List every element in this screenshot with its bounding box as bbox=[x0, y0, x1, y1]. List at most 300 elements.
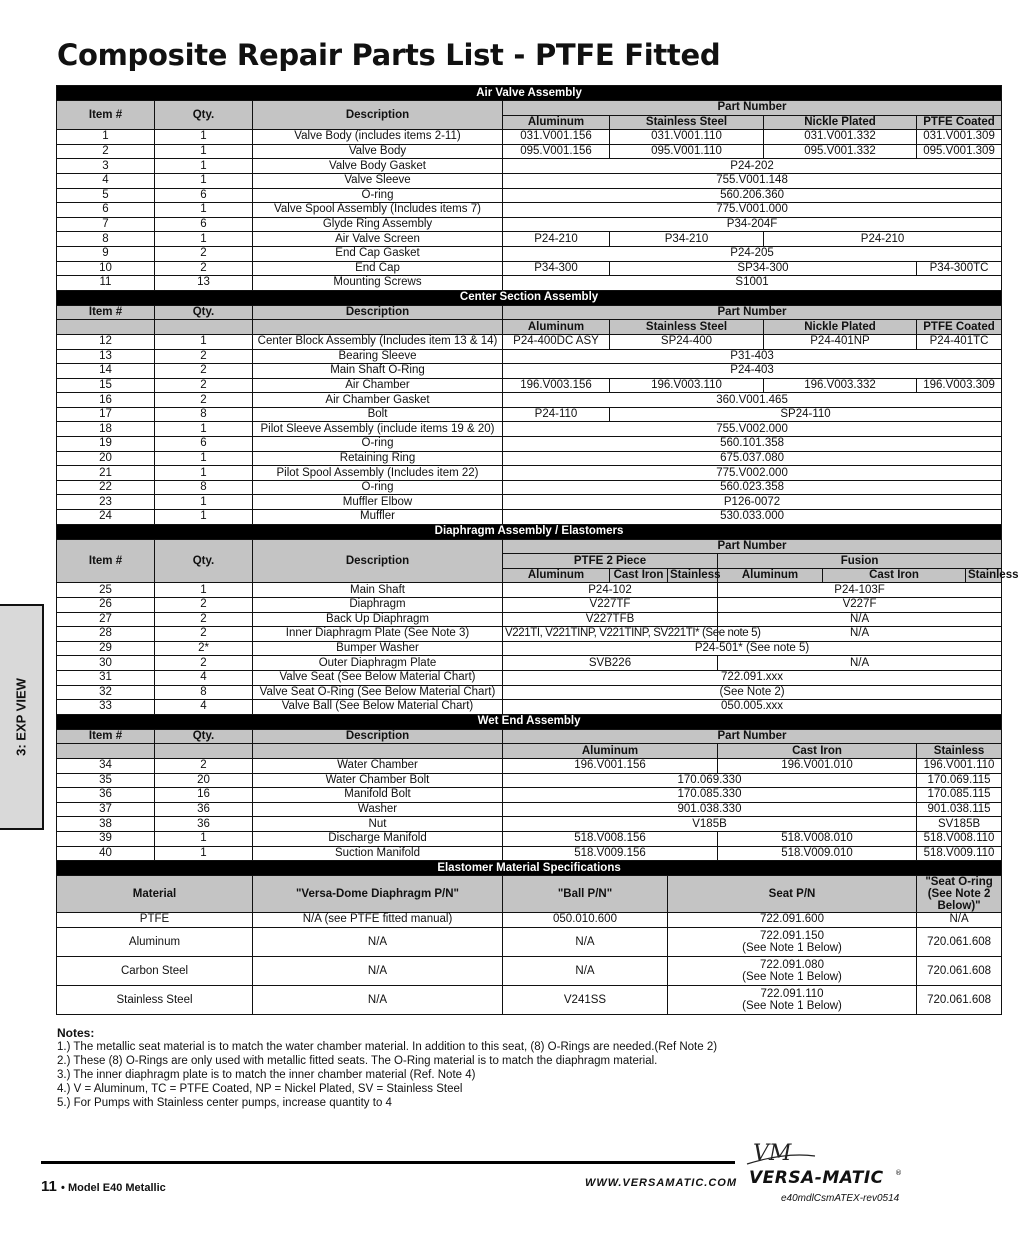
table-row bbox=[57, 188, 1002, 203]
column-header: Item # bbox=[57, 539, 155, 583]
table-cell: 11 bbox=[57, 276, 155, 291]
part-number: P24-202 bbox=[503, 159, 1002, 174]
table-cell: 17 bbox=[57, 407, 155, 422]
table-row bbox=[57, 495, 1002, 510]
table-row bbox=[57, 203, 1002, 218]
column-header: Description bbox=[253, 729, 503, 744]
part-description: Air Chamber Gasket bbox=[253, 393, 503, 408]
part-number: 518.V008.010 bbox=[718, 831, 917, 846]
column-header bbox=[253, 744, 503, 759]
part-number: 901.038.330 bbox=[503, 802, 917, 817]
column-header: Aluminum bbox=[503, 744, 718, 759]
note-item: 1.) The metallic seat material is to match the water chamber material. In addition to this seat, (8) O-Rings are needed.(Ref Note 2) bbox=[57, 1041, 718, 1053]
part-number: V227TFB bbox=[503, 612, 718, 627]
part-number: 031.V001.332 bbox=[764, 130, 917, 145]
part-number: P24-501* (See note 5) bbox=[503, 641, 1002, 656]
section-title: Elastomer Material Specifications bbox=[57, 861, 1002, 876]
seat-part-number bbox=[668, 985, 917, 1014]
table-cell: 1 bbox=[155, 422, 253, 437]
elastomer-row bbox=[57, 927, 1002, 956]
model-name: • Model E40 Metallic bbox=[61, 1182, 166, 1194]
part-number: P24-102 bbox=[503, 583, 718, 598]
seat-number: 722.091.110 bbox=[760, 987, 824, 1000]
part-number: N/A bbox=[503, 927, 668, 956]
column-header: Nickle Plated bbox=[764, 115, 917, 130]
material-name: Aluminum bbox=[57, 927, 253, 956]
part-description: Suction Manifold bbox=[253, 846, 503, 861]
table-cell: 15 bbox=[57, 378, 155, 393]
column-header: "Seat O-ring (See Note 2 Below)" bbox=[917, 876, 1002, 913]
table-cell: 32 bbox=[57, 685, 155, 700]
part-number: 196.V003.156 bbox=[503, 378, 610, 393]
column-header: Description bbox=[253, 539, 503, 583]
table-cell: 18 bbox=[57, 422, 155, 437]
parts-tables bbox=[56, 85, 1019, 1015]
part-description: Water Chamber bbox=[253, 758, 503, 773]
seat-number: 722.091.080 bbox=[760, 958, 824, 971]
table-cell: 1 bbox=[155, 130, 253, 145]
part-number: 031.V001.156 bbox=[503, 130, 610, 145]
part-number: P31-403 bbox=[503, 349, 1002, 364]
part-description: Glyde Ring Assembly bbox=[253, 217, 503, 232]
table-cell: 1 bbox=[155, 173, 253, 188]
material-name: PTFE bbox=[57, 913, 253, 928]
column-header: Cast Iron bbox=[718, 744, 917, 759]
part-description: Bolt bbox=[253, 407, 503, 422]
part-number: 560.101.358 bbox=[503, 437, 1002, 452]
part-description: End Cap Gasket bbox=[253, 246, 503, 261]
column-header: Qty. bbox=[155, 101, 253, 130]
column-header: Seat P/N bbox=[668, 876, 917, 913]
table-row bbox=[57, 656, 1002, 671]
table-row bbox=[57, 130, 1002, 145]
part-description: Valve Body (includes items 2-11) bbox=[253, 130, 503, 145]
part-description: Back Up Diaphragm bbox=[253, 612, 503, 627]
column-header: Stainless bbox=[917, 744, 1002, 759]
table-cell: 6 bbox=[155, 188, 253, 203]
logo-mark: VM bbox=[753, 1141, 792, 1166]
diaphragm-header-row bbox=[57, 539, 1002, 554]
column-header: Qty. bbox=[155, 305, 253, 320]
table-cell: 20 bbox=[155, 773, 253, 788]
table-cell: 1 bbox=[155, 159, 253, 174]
table-cell: 21 bbox=[57, 466, 155, 481]
table-cell: 31 bbox=[57, 670, 155, 685]
table-row bbox=[57, 700, 1002, 715]
table-cell: 2 bbox=[155, 349, 253, 364]
elastomer-header-row bbox=[57, 876, 1002, 913]
versa-matic-logo bbox=[745, 1142, 905, 1187]
part-number: P24-205 bbox=[503, 246, 1002, 261]
column-header: Description bbox=[253, 101, 503, 130]
part-number: P34-300 bbox=[503, 261, 610, 276]
note-item: 2.) These (8) O-Rings are only used with metallic fitted seats. The O-Ring material is to match the diaphragm material. bbox=[57, 1055, 658, 1067]
part-number: S1001 bbox=[503, 276, 1002, 291]
parts-list-table bbox=[56, 85, 1019, 1015]
part-number: 518.V009.010 bbox=[718, 846, 917, 861]
elastomer-row bbox=[57, 985, 1002, 1014]
table-cell: 35 bbox=[57, 773, 155, 788]
table-row bbox=[57, 510, 1002, 525]
page-number: 11 bbox=[41, 1178, 57, 1195]
part-description: Air Valve Screen bbox=[253, 232, 503, 247]
table-row bbox=[57, 422, 1002, 437]
part-description: Valve Body bbox=[253, 144, 503, 159]
part-number: 722.091.xxx bbox=[503, 670, 1002, 685]
table-row bbox=[57, 670, 1002, 685]
table-row bbox=[57, 758, 1002, 773]
column-header: Item # bbox=[57, 101, 155, 130]
part-number: P34-300TC bbox=[917, 261, 1002, 276]
part-number: 720.061.608 bbox=[917, 985, 1002, 1014]
part-description: End Cap bbox=[253, 261, 503, 276]
table-row bbox=[57, 349, 1002, 364]
part-number: SVB226 bbox=[503, 656, 718, 671]
table-cell: 8 bbox=[155, 480, 253, 495]
table-cell: 20 bbox=[57, 451, 155, 466]
table-row bbox=[57, 364, 1002, 379]
column-header: Stainless Steel bbox=[610, 115, 764, 130]
table-cell: 2 bbox=[155, 612, 253, 627]
table-cell: 2 bbox=[155, 627, 253, 642]
table-row bbox=[57, 598, 1002, 613]
table-cell: 1 bbox=[155, 583, 253, 598]
table-cell: 1 bbox=[155, 451, 253, 466]
section-title: Diaphragm Assembly / Elastomers bbox=[57, 524, 1002, 539]
part-description: Valve Spool Assembly (Includes items 7) bbox=[253, 203, 503, 218]
table-cell: 2 bbox=[155, 598, 253, 613]
column-header: Aluminum bbox=[503, 320, 610, 335]
footer-page-info bbox=[41, 1178, 166, 1195]
table-cell: 36 bbox=[57, 788, 155, 803]
part-number: P24-110 bbox=[503, 407, 610, 422]
column-header: Qty. bbox=[155, 539, 253, 583]
table-cell: 6 bbox=[155, 437, 253, 452]
table-row bbox=[57, 276, 1002, 291]
part-number: N/A bbox=[917, 913, 1002, 928]
part-number: N/A bbox=[718, 656, 1002, 671]
part-description: Valve Body Gasket bbox=[253, 159, 503, 174]
part-number: N/A bbox=[718, 627, 1002, 642]
part-description: Pilot Sleeve Assembly (include items 19 & 20) bbox=[253, 422, 503, 437]
column-header: Item # bbox=[57, 729, 155, 744]
part-description: O-ring bbox=[253, 188, 503, 203]
column-header bbox=[57, 320, 155, 335]
part-number: P24-210 bbox=[503, 232, 610, 247]
column-header: Part Number bbox=[503, 729, 1002, 744]
table-row bbox=[57, 144, 1002, 159]
table-cell: 2 bbox=[155, 364, 253, 379]
table-cell: 16 bbox=[155, 788, 253, 803]
part-number: V241SS bbox=[503, 985, 668, 1014]
column-header: Part Number bbox=[503, 539, 1002, 554]
table-cell: 2 bbox=[155, 261, 253, 276]
table-cell: 14 bbox=[57, 364, 155, 379]
table-cell: 12 bbox=[57, 334, 155, 349]
table-cell: 13 bbox=[57, 349, 155, 364]
part-description: Retaining Ring bbox=[253, 451, 503, 466]
column-header: Part Number bbox=[503, 101, 1002, 116]
center-header-row bbox=[57, 305, 1002, 320]
part-number: 031.V001.110 bbox=[610, 130, 764, 145]
table-cell: 2* bbox=[155, 641, 253, 656]
part-number: 095.V001.156 bbox=[503, 144, 610, 159]
part-number: 170.085.115 bbox=[917, 788, 1002, 803]
table-row bbox=[57, 788, 1002, 803]
table-cell: 8 bbox=[57, 232, 155, 247]
part-number: V185B bbox=[503, 817, 917, 832]
website-link[interactable]: WWW.VERSAMATIC.COM bbox=[585, 1177, 738, 1189]
column-header: Stainless Steel bbox=[610, 320, 764, 335]
part-description: Manifold Bolt bbox=[253, 788, 503, 803]
table-cell: 26 bbox=[57, 598, 155, 613]
part-description: Center Block Assembly (Includes item 13 & 14) bbox=[253, 334, 503, 349]
part-number: V227F bbox=[718, 598, 1002, 613]
table-cell: 2 bbox=[57, 144, 155, 159]
table-cell: 33 bbox=[57, 700, 155, 715]
column-header bbox=[57, 744, 155, 759]
table-row bbox=[57, 480, 1002, 495]
table-cell: 1 bbox=[155, 510, 253, 525]
table-cell: 2 bbox=[155, 246, 253, 261]
page-title: Composite Repair Parts List - PTFE Fitted bbox=[57, 38, 721, 72]
table-row bbox=[57, 246, 1002, 261]
column-header: Description bbox=[253, 305, 503, 320]
part-number: 530.033.000 bbox=[503, 510, 1002, 525]
part-number: V227TF bbox=[503, 598, 718, 613]
part-description: Valve Sleeve bbox=[253, 173, 503, 188]
registered-mark: ® bbox=[895, 1169, 902, 1177]
column-header: Stainless bbox=[668, 568, 718, 583]
part-number: 560.206.360 bbox=[503, 188, 1002, 203]
part-number: N/A bbox=[253, 927, 503, 956]
part-number: 050.010.600 bbox=[503, 913, 668, 928]
table-cell: 16 bbox=[57, 393, 155, 408]
part-number: P24-103F bbox=[718, 583, 1002, 598]
table-cell: 37 bbox=[57, 802, 155, 817]
part-number: 196.V001.010 bbox=[718, 758, 917, 773]
part-number: 755.V001.148 bbox=[503, 173, 1002, 188]
table-row bbox=[57, 232, 1002, 247]
table-cell: 1 bbox=[155, 334, 253, 349]
table-row bbox=[57, 685, 1002, 700]
table-cell: 29 bbox=[57, 641, 155, 656]
part-number: P24-403 bbox=[503, 364, 1002, 379]
seat-note: (See Note 1 Below) bbox=[742, 970, 842, 983]
part-description: Outer Diaphragm Plate bbox=[253, 656, 503, 671]
table-cell: 19 bbox=[57, 437, 155, 452]
column-header: Aluminum bbox=[718, 568, 823, 583]
table-cell: 10 bbox=[57, 261, 155, 276]
table-row bbox=[57, 612, 1002, 627]
table-cell: 2 bbox=[155, 378, 253, 393]
table-cell: 6 bbox=[155, 217, 253, 232]
part-number: P34-204F bbox=[503, 217, 1002, 232]
note-item: 3.) The inner diaphragm plate is to match the inner chamber material (Ref. Note 4) bbox=[57, 1069, 476, 1081]
part-number: 196.V001.156 bbox=[503, 758, 718, 773]
part-description: Muffler Elbow bbox=[253, 495, 503, 510]
part-description: Main Shaft bbox=[253, 583, 503, 598]
part-number: 560.023.358 bbox=[503, 480, 1002, 495]
part-number: 720.061.608 bbox=[917, 927, 1002, 956]
seat-number: 722.091.150 bbox=[760, 929, 824, 942]
column-header: Cast Iron bbox=[610, 568, 668, 583]
table-row bbox=[57, 817, 1002, 832]
table-cell: 1 bbox=[155, 495, 253, 510]
part-number: 675.037.080 bbox=[503, 451, 1002, 466]
part-number: P126-0072 bbox=[503, 495, 1002, 510]
table-row bbox=[57, 217, 1002, 232]
table-cell: 4 bbox=[57, 173, 155, 188]
section-center bbox=[57, 290, 1002, 305]
table-row bbox=[57, 641, 1002, 656]
air-valve-header-row bbox=[57, 101, 1002, 116]
part-description: Mounting Screws bbox=[253, 276, 503, 291]
table-cell: 36 bbox=[155, 802, 253, 817]
table-cell: 28 bbox=[57, 627, 155, 642]
table-cell: 7 bbox=[57, 217, 155, 232]
part-number: 095.V001.309 bbox=[917, 144, 1002, 159]
part-number: 170.069.115 bbox=[917, 773, 1002, 788]
table-row bbox=[57, 173, 1002, 188]
seat-note: (See Note 1 Below) bbox=[742, 941, 842, 954]
table-cell: 8 bbox=[155, 407, 253, 422]
part-number: (See Note 2) bbox=[503, 685, 1002, 700]
table-cell: 8 bbox=[155, 685, 253, 700]
table-cell: 1 bbox=[155, 203, 253, 218]
part-description: Diaphragm bbox=[253, 598, 503, 613]
part-description: Bumper Washer bbox=[253, 641, 503, 656]
part-number: SP34-300 bbox=[610, 261, 917, 276]
table-row bbox=[57, 334, 1002, 349]
part-number: N/A bbox=[253, 985, 503, 1014]
table-row bbox=[57, 583, 1002, 598]
column-header: "Versa-Dome Diaphragm P/N" bbox=[253, 876, 503, 913]
part-number: 518.V009.110 bbox=[917, 846, 1002, 861]
table-cell: 4 bbox=[155, 700, 253, 715]
column-header: Part Number bbox=[503, 305, 1002, 320]
notes-section bbox=[57, 1026, 717, 1110]
table-row bbox=[57, 846, 1002, 861]
part-description: Air Chamber bbox=[253, 378, 503, 393]
notes-title: Notes: bbox=[57, 1026, 95, 1040]
logo-wordmark: VERSA-MATIC bbox=[749, 1168, 884, 1188]
table-row bbox=[57, 451, 1002, 466]
table-cell: 38 bbox=[57, 817, 155, 832]
column-header: Aluminum bbox=[503, 115, 610, 130]
table-cell: 1 bbox=[155, 144, 253, 159]
column-header: "Ball P/N" bbox=[503, 876, 668, 913]
table-cell: 23 bbox=[57, 495, 155, 510]
section-elastomer bbox=[57, 861, 1002, 876]
table-cell: 3 bbox=[57, 159, 155, 174]
part-description: Discharge Manifold bbox=[253, 831, 503, 846]
table-cell: 1 bbox=[57, 130, 155, 145]
table-row bbox=[57, 437, 1002, 452]
column-header: PTFE Coated bbox=[917, 115, 1002, 130]
part-number: SV185B bbox=[917, 817, 1002, 832]
part-number: P24-210 bbox=[764, 232, 1002, 247]
part-number: 775.V002.000 bbox=[503, 466, 1002, 481]
table-row bbox=[57, 831, 1002, 846]
table-cell: 9 bbox=[57, 246, 155, 261]
column-header: Fusion bbox=[718, 554, 1002, 569]
column-header: Aluminum bbox=[503, 568, 610, 583]
section-wet-end bbox=[57, 714, 1002, 729]
part-number: 196.V001.110 bbox=[917, 758, 1002, 773]
part-number: 031.V001.309 bbox=[917, 130, 1002, 145]
column-header bbox=[253, 320, 503, 335]
column-header: Stainless bbox=[966, 568, 1002, 583]
center-subheader-row bbox=[57, 320, 1002, 335]
part-number: SP24-110 bbox=[610, 407, 1002, 422]
part-number: P34-210 bbox=[610, 232, 764, 247]
document-code: e40mdlCsmATEX-rev0514 bbox=[781, 1193, 900, 1204]
part-description: O-ring bbox=[253, 437, 503, 452]
table-cell: 40 bbox=[57, 846, 155, 861]
table-row bbox=[57, 159, 1002, 174]
table-row bbox=[57, 466, 1002, 481]
table-row bbox=[57, 393, 1002, 408]
section-air-valve bbox=[57, 86, 1002, 101]
part-number: 170.069.330 bbox=[503, 773, 917, 788]
part-description: Muffler bbox=[253, 510, 503, 525]
table-cell: 27 bbox=[57, 612, 155, 627]
table-cell: 2 bbox=[155, 758, 253, 773]
table-cell: 1 bbox=[155, 846, 253, 861]
part-number: 518.V008.156 bbox=[503, 831, 718, 846]
part-number: P24-401TC bbox=[917, 334, 1002, 349]
part-number: 095.V001.110 bbox=[610, 144, 764, 159]
part-number: 720.061.608 bbox=[917, 956, 1002, 985]
part-number: 196.V003.332 bbox=[764, 378, 917, 393]
table-row bbox=[57, 627, 1002, 642]
table-row bbox=[57, 261, 1002, 276]
part-number: 901.038.115 bbox=[917, 802, 1002, 817]
part-number: N/A (see PTFE fitted manual) bbox=[253, 913, 503, 928]
table-cell: 6 bbox=[57, 203, 155, 218]
table-cell: 25 bbox=[57, 583, 155, 598]
table-cell: 13 bbox=[155, 276, 253, 291]
section-side-tab bbox=[0, 604, 44, 830]
part-number: 518.V009.156 bbox=[503, 846, 718, 861]
table-row bbox=[57, 407, 1002, 422]
part-number: 196.V003.110 bbox=[610, 378, 764, 393]
section-title: Wet End Assembly bbox=[57, 714, 1002, 729]
part-description: Bearing Sleeve bbox=[253, 349, 503, 364]
part-number: 196.V003.309 bbox=[917, 378, 1002, 393]
part-description: Valve Ball (See Below Material Chart) bbox=[253, 700, 503, 715]
part-description: Main Shaft O-Ring bbox=[253, 364, 503, 379]
column-header: Qty. bbox=[155, 729, 253, 744]
column-header: Item # bbox=[57, 305, 155, 320]
table-cell: 36 bbox=[155, 817, 253, 832]
part-description: Nut bbox=[253, 817, 503, 832]
part-description: O-ring bbox=[253, 480, 503, 495]
seat-part-number bbox=[668, 956, 917, 985]
wet-end-header-row bbox=[57, 729, 1002, 744]
part-number: N/A bbox=[253, 956, 503, 985]
part-description: Washer bbox=[253, 802, 503, 817]
part-number: 170.085.330 bbox=[503, 788, 917, 803]
table-cell: 5 bbox=[57, 188, 155, 203]
elastomer-row bbox=[57, 956, 1002, 985]
part-number: N/A bbox=[503, 956, 668, 985]
table-cell: 4 bbox=[155, 670, 253, 685]
part-description: Valve Seat (See Below Material Chart) bbox=[253, 670, 503, 685]
table-cell: 1 bbox=[155, 232, 253, 247]
material-name: Carbon Steel bbox=[57, 956, 253, 985]
